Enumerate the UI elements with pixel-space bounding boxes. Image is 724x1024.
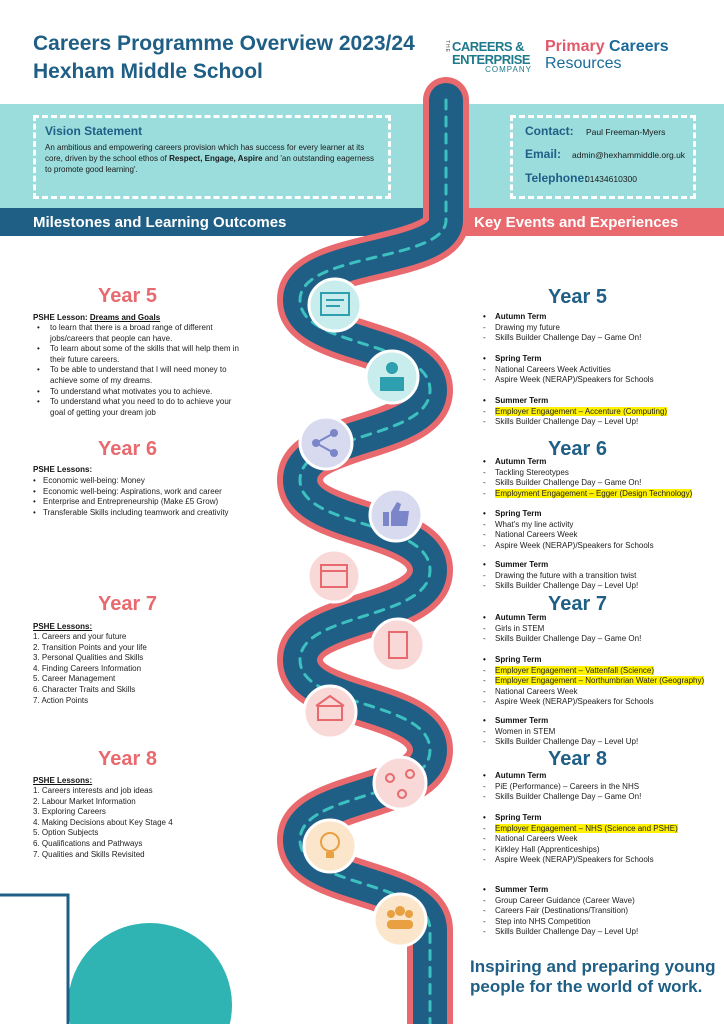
event-item: - Skills Builder Challenge Day – Game On! [482,634,722,645]
event-item [482,676,722,687]
list-item: • Economic well-being: Aspirations, work and career [33,487,248,498]
pcr-word2: Careers [609,38,669,55]
cec-logo-line3: COMPANY [485,65,532,74]
list-item: • To be able to understand that I will need money to achieve some of my dreams. [33,365,248,386]
pcr-word1: Primary [545,38,605,55]
left-year7-lessons-heading: PSHE Lessons: [33,622,93,631]
event-item: - Skills Builder Challenge Day – Level Up! [482,737,722,748]
list-item: • Transferable Skills including teamwork and creativity [33,508,248,519]
event-item: - National Careers Week [482,687,722,698]
event-item: - National Careers Week Activities [482,365,722,376]
right-year7-heading: Year 7 [548,593,607,615]
list-item: • To understand what you need to do to achieve your goal of getting your dream job [33,397,248,418]
cec-logo-line1: CAREERS & [452,39,525,54]
right-year7-autumn [482,613,722,645]
event-item [482,407,722,418]
list-item: 3. Personal Qualities and Skills [33,653,144,663]
list-item: 1. Careers interests and job ideas [33,786,153,795]
event-item: - Girls in STEM [482,624,722,635]
right-year5-autumn [482,312,722,344]
left-year5-heading: Year 5 [98,285,157,307]
term-heading: • Spring Term [482,509,722,520]
term-heading: • Spring Term [482,813,722,824]
vision-heading: Vision Statement [45,124,143,138]
pcr-word3: Resources [545,54,622,72]
event-item: - Step into NHS Competition [482,917,722,928]
event-item: - Kirkley Hall (Apprenticeships) [482,845,722,856]
page-title: Careers Programme Overview 2023/24 [33,32,415,55]
event-item: - National Careers Week [482,834,722,845]
term-heading: • Autumn Term [482,613,722,624]
term-heading: • Spring Term [482,655,722,666]
list-item: 5. Option Subjects [33,828,99,838]
right-year5-heading: Year 5 [548,286,607,308]
telephone-value: 01434610300 [585,174,638,184]
event-item: - Aspire Week (NERAP)/Speakers for Schools [482,375,722,386]
event-item: - Skills Builder Challenge Day – Game On! [482,792,722,803]
event-item [482,666,722,677]
left-year7-list [33,632,248,706]
left-year5-list [33,323,248,418]
left-year8-list [33,786,248,860]
list-item: • Economic well-being: Money [33,476,248,487]
left-year6-list [33,476,248,518]
right-year6-summer [482,560,722,592]
list-item: 5. Career Management [33,674,116,684]
event-item: - What's my line activity [482,520,722,531]
cec-logo-small: THE [444,40,450,53]
term-heading: • Autumn Term [482,457,722,468]
list-item: 2. Labour Market Information [33,796,136,806]
left-year6-lessons-heading: PSHE Lessons: [33,465,93,474]
event-item: - Skills Builder Challenge Day – Game On! [482,478,722,489]
teacher-icon [366,351,418,403]
event-item: - Women in STEM [482,727,722,738]
highlighted-event: Employment Engagement – Egger (Design Technology) [495,488,693,498]
event-item: - Skills Builder Challenge Day – Level Up! [482,417,722,428]
school-icon [304,686,356,738]
school-values: Respect, Engage, Aspire [169,153,263,163]
list-item: 2. Transition Points and your life [33,642,147,652]
list-item: • Enterprise and Entrepreneurship (Make £5 Grow) [33,497,248,508]
event-item: - Aspire Week (NERAP)/Speakers for Schools [482,855,722,866]
event-item: - Careers Fair (Destinations/Transition) [482,906,722,917]
event-item: - PiE (Performance) – Careers in the NHS [482,782,722,793]
calendar-icon [308,550,360,602]
list-item: • To understand what motivates you to achieve. [33,387,248,398]
event-item [482,489,722,500]
lightbulb-icon [304,820,356,872]
group-icon [374,894,426,946]
event-item: - Group Career Guidance (Career Wave) [482,896,722,907]
building-icon [372,619,424,671]
right-year6-heading: Year 6 [548,438,607,460]
thumbs-up-icon [370,489,422,541]
event-item [482,824,722,835]
vision-text: An ambitious and empowering careers provision which has success for every learner at its core, driven by the school ethos of Respect, Engage, Aspire and 'an outstanding eagerness to promote good learning'. [45,143,374,174]
right-year7-spring [482,655,722,708]
network-pins-icon [374,757,426,809]
event-item: - National Careers Week [482,530,722,541]
decorative-shapes [0,895,232,1024]
list-item: • to learn that there is a broad range of different jobs/careers that people can have. [33,323,248,344]
list-item: 6. Character Traits and Skills [33,684,136,694]
term-heading: • Autumn Term [482,312,722,323]
term-heading: • Summer Term [482,716,722,727]
right-year8-autumn [482,771,722,803]
email-label: Email: [525,147,562,161]
right-year6-autumn [482,457,722,499]
right-year8-summer [482,885,722,938]
event-item: - Skills Builder Challenge Day – Level Up! [482,927,722,938]
milestones-heading: Milestones and Learning Outcomes [33,214,287,231]
event-item: - Drawing the future with a transition twist [482,571,722,582]
right-year8-spring [482,813,722,866]
document-icon [309,279,361,331]
event-item: - Skills Builder Challenge Day – Level Up! [482,581,722,592]
event-item: - Skills Builder Challenge Day – Game On! [482,333,722,344]
list-item: 7. Action Points [33,695,89,705]
event-item: - Aspire Week (NERAP)/Speakers for Schools [482,697,722,708]
contact-label: Contact: [525,124,574,138]
list-item: 4. Finding Careers Information [33,663,142,673]
event-item: - Tackling Stereotypes [482,468,722,479]
tagline: Inspiring and preparing young people for the world of work. [470,957,716,997]
right-year6-spring [482,509,722,551]
left-year7-heading: Year 7 [98,593,157,615]
highlighted-event: Employer Engagement – Accenture (Computing) [495,406,668,416]
right-year5-spring [482,354,722,386]
right-year5-summer [482,396,722,428]
right-year8-heading: Year 8 [548,748,607,770]
events-heading: Key Events and Experiences [474,214,679,231]
left-year5-lesson: PSHE Lesson: Dreams and Goals [33,313,161,322]
list-item: 7. Qualities and Skills Revisited [33,849,145,859]
highlighted-event: Employer Engagement – Northumbrian Water (Geography) [495,676,705,686]
term-heading: • Summer Term [482,560,722,571]
telephone-label: Telephone: [525,171,589,185]
email-value[interactable]: admin@hexhammiddle.org.uk [572,150,686,160]
list-item: 4. Making Decisions about Key Stage 4 [33,817,173,827]
share-icon [300,417,352,469]
contact-name: Paul Freeman-Myers [586,127,666,137]
list-item: • To learn about some of the skills that will help them in their future careers. [33,344,248,365]
highlighted-event: Employer Engagement – NHS (Science and PSHE) [495,823,678,833]
highlighted-event: Employer Engagement – Vattenfall (Science) [495,665,655,675]
left-year8-lessons-heading: PSHE Lessons: [33,776,93,785]
event-item: - Aspire Week (NERAP)/Speakers for Schools [482,541,722,552]
term-heading: • Spring Term [482,354,722,365]
cec-logo-line2: ENTERPRISE [452,52,531,67]
term-heading: • Autumn Term [482,771,722,782]
left-year6-heading: Year 6 [98,438,157,460]
term-heading: • Summer Term [482,396,722,407]
list-item: 1. Careers and your future [33,632,127,641]
event-item: - Drawing my future [482,323,722,334]
left-year8-heading: Year 8 [98,748,157,770]
list-item: 3. Exploring Careers [33,807,106,817]
school-name: Hexham Middle School [33,60,263,83]
term-heading: • Summer Term [482,885,722,896]
right-year7-summer [482,716,722,748]
list-item: 6. Qualifications and Pathways [33,838,143,848]
